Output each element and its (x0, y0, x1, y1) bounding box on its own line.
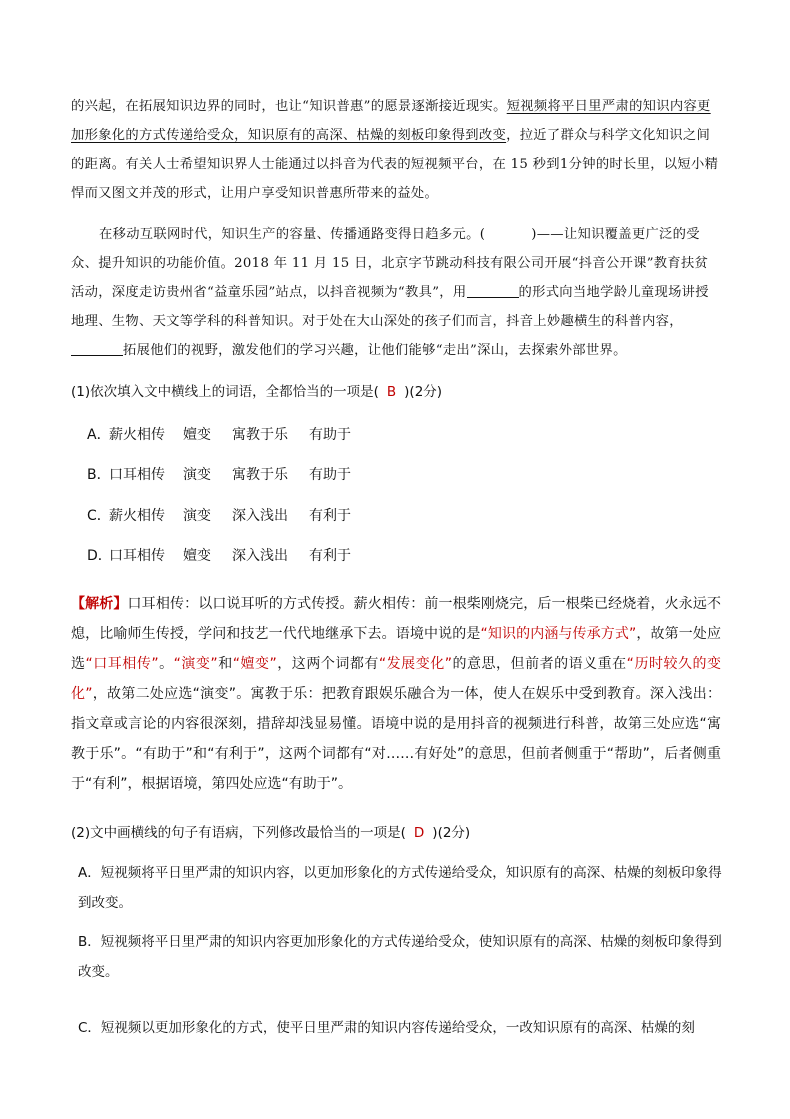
option-label: C． (87, 508, 111, 524)
option-word: 深入浅出 (232, 508, 288, 524)
option-a (87, 424, 351, 444)
underlined-sentence: 短视频将平日里严肃的知识内容更加形象化的方式传递给受众，知识原有的高深、枯燥的刻板印象得到改变 (71, 99, 711, 143)
analysis-highlight: “演变” (173, 656, 218, 672)
analysis-text: 的意思，但前者的语义重在 (451, 656, 627, 672)
option-b (87, 464, 351, 484)
passage-paragraph-2 (71, 220, 721, 365)
option-word: 口耳相传 (109, 548, 165, 564)
analysis-text: ，这两个词都有 (276, 656, 379, 672)
option-word: 有利于 (309, 548, 351, 564)
passage-text: 的兴起，在拓展知识边界的同时，也让“知识普惠”的愿景逐渐接近现实。 (71, 99, 507, 114)
passage-text: )——让知识覆盖更广泛的受众、提升知识的功能价值。2018 年 11 月 15 日，北京字节跳动科技有限公司开展“抖音公开课”教育扶贫活动，深度走访贵州省“益童乐园”站点，以抖音视频为“教具”，用 (71, 227, 709, 300)
answer-mark: D (413, 825, 425, 841)
question-text: (1)依次填入文中横线上的词语，全都恰当的一项是( (71, 384, 379, 400)
passage-paragraph-1 (71, 92, 721, 208)
choice-a: A．短视频将平日里严肃的知识内容，以更加形象化的方式传递给受众，知识原有的高深、枯燥的刻板印象得到改变。 (78, 865, 722, 911)
passage-text: 拓展他们的视野，激发他们的学习兴趣，让他们能够“走出”深山，去探索外部世界。 (123, 343, 627, 358)
option-word: 有助于 (309, 467, 351, 483)
question-score: )(2分) (404, 384, 443, 400)
analysis-tag: 【解析】 (71, 596, 128, 612)
option-word: 寓教于乐 (232, 427, 288, 443)
question-1-stem (71, 381, 442, 403)
option-word: 嬗变 (183, 427, 211, 443)
analysis-highlight: “口耳相传” (85, 656, 159, 672)
option-word: 寓教于乐 (232, 467, 288, 483)
analysis-highlight: “嬗变” (232, 656, 277, 672)
analysis-text: ，故第一处应选 (71, 626, 722, 672)
option-label: D． (87, 548, 112, 564)
fill-blank-4 (71, 339, 123, 356)
question-text: (2)文中画横线的句子有语病，下列修改最恰当的一项是( (71, 825, 406, 841)
option-word: 薪火相传 (109, 427, 165, 443)
option-word: 薪火相传 (109, 508, 165, 524)
option-label: A． (87, 427, 111, 443)
option-word: 深入浅出 (232, 548, 288, 564)
analysis-text: 。 (158, 656, 174, 672)
fill-blank-3 (467, 281, 519, 298)
passage-text: 在移动互联网时代，知识生产的容量、传播通路变得日趋多元。( (99, 227, 486, 242)
option-word: 有利于 (309, 508, 351, 524)
analysis-text: 口耳相传：以口说耳听的方式传授。薪火相传：前一根柴刚烧完，后一根柴已经烧着，火永远不熄，比喻师生传授，学问和技艺一代代地继承下去。语境中说的是 (71, 596, 722, 642)
option-word: 演变 (183, 467, 211, 483)
analysis-highlight: “知识的内涵与传承方式” (480, 626, 637, 642)
analysis-highlight: “发展变化” (378, 656, 452, 672)
option-word: 口耳相传 (109, 467, 165, 483)
question-score: )(2分) (432, 825, 471, 841)
analysis-highlight: “历时较久的变化” (71, 656, 722, 702)
analysis-block (71, 589, 721, 799)
passage-text: ，拉近了群众与科学文化知识之间的距离。有关人士希望知识界人士能通过以抖音为代表的短视频平台，在 15 秒到1分钟的时长里，以短小精悍而又图文并茂的形式，让用户享受知识普惠所带来的益处。 (71, 128, 719, 201)
choice-b: B．短视频将平日里严肃的知识内容更加形象化的方式传递给受众，使知识原有的高深、枯燥的刻板印象得到改变。 (78, 934, 722, 980)
option-d (87, 545, 351, 565)
analysis-text: 和 (217, 656, 233, 672)
option-c (87, 505, 351, 525)
passage-text: 的形式向当地学龄儿童现场讲授地理、生物、天文等学科的科普知识。对于处在大山深处的孩子们而言，抖音上妙趣横生的科普内容， (71, 285, 709, 329)
question-2-stem (71, 822, 470, 844)
answer-mark: B (386, 384, 397, 400)
option-word: 有助于 (309, 427, 351, 443)
option-word: 嬗变 (183, 548, 211, 564)
option-word: 演变 (183, 508, 211, 524)
option-label: B． (87, 467, 111, 483)
analysis-text: ，故第二处应选“演变”。寓教于乐：把教育跟娱乐融合为一体，使人在娱乐中受到教育。深入浅出：指文章或言论的内容很深刻，措辞却浅显易懂。语境中说的是用抖音的视频进行科普，故第三处应选“寓教于乐”。“有助于”和“有利于”，这两个词都有“对……有好处”的意思，但前者侧重于“帮助”，后者侧重于“有利”，根据语境，第四处应选“有助于”。 (71, 686, 721, 792)
choice-c: C．短视频以更加形象化的方式，使平日里严肃的知识内容传递给受众，一改知识原有的高深、枯燥的刻 (78, 1020, 695, 1036)
